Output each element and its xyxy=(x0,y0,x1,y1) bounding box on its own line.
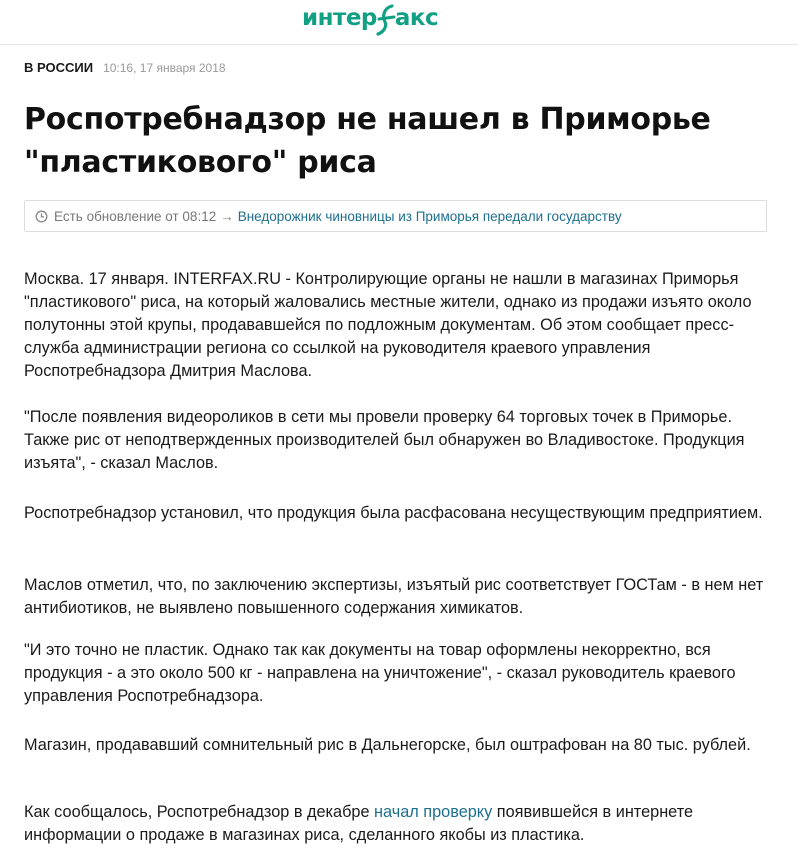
paragraph: Роспотребнадзор установил, что продукция была расфасована несуществующим предприятием. xyxy=(24,504,763,522)
arrow-right-icon: → xyxy=(220,208,234,224)
paragraph: Магазин, продававший сомнительный рис в Дальнегорске, был оштрафован на 80 тыс. рублей. xyxy=(24,736,751,754)
paragraph-text: появившейся в интернете информации о продаже в магазинах риса, сделанного якобы из пластика. xyxy=(24,803,694,844)
article-headline: Роспотребнадзор не нашел в Приморье "пластикового" риса xyxy=(24,102,711,180)
paragraph: Маслов отметил, что, по заключению экспертизы, изъятый рис соответствует ГОСТам - в нем нет антибиотиков, не выявлено повышенного содержания химикатов. xyxy=(24,576,764,617)
rubric-link[interactable]: В РОССИИ xyxy=(24,60,94,75)
publish-datetime: 10:16, 17 января 2018 xyxy=(103,61,226,75)
article-meta xyxy=(24,60,226,78)
update-link[interactable]: Внедорожник чиновницы из Приморья передали государству xyxy=(237,208,622,224)
update-notice xyxy=(24,200,767,232)
update-text: Есть обновление от 08:12 xyxy=(54,208,217,224)
paragraph xyxy=(24,801,774,847)
logo-f-mark-icon xyxy=(378,4,394,32)
logo-text-left: интер xyxy=(302,5,377,31)
inline-link-check[interactable]: начал проверку xyxy=(374,803,493,821)
clock-icon xyxy=(35,210,48,223)
paragraph: "И это точно не пластик. Однако так как документы на товар оформлены некорректно, вся продукция - а это около 500 кг - направлена на уничтожение", - сказал руководитель краевого управления Роспотребнадзора. xyxy=(24,641,736,705)
logo-text-right: акс xyxy=(394,5,439,31)
interfax-logo[interactable] xyxy=(302,0,438,32)
top-bar xyxy=(0,0,798,45)
paragraph: Москва. 17 января. INTERFAX.RU - Контролирующие органы не нашли в магазинах Приморья "пластикового" риса, на который жаловались местные жители, однако из продажи изъято около полутонны этой крупы, продававшейся по подложным документам. Об этом сообщает пресс-служба администрации региона со ссылкой на руководителя краевого управления Роспотребнадзора Дмитрия Маслова. xyxy=(24,270,752,380)
paragraph: "После появления видеороликов в сети мы провели проверку 64 торговых точек в Приморье. Также рис от неподтвержденных производителей был обнаружен во Владивостоке. Продукция изъята", - сказал Маслов. xyxy=(24,408,745,472)
paragraph-text: Как сообщалось, Роспотребнадзор в декабре xyxy=(24,803,375,821)
